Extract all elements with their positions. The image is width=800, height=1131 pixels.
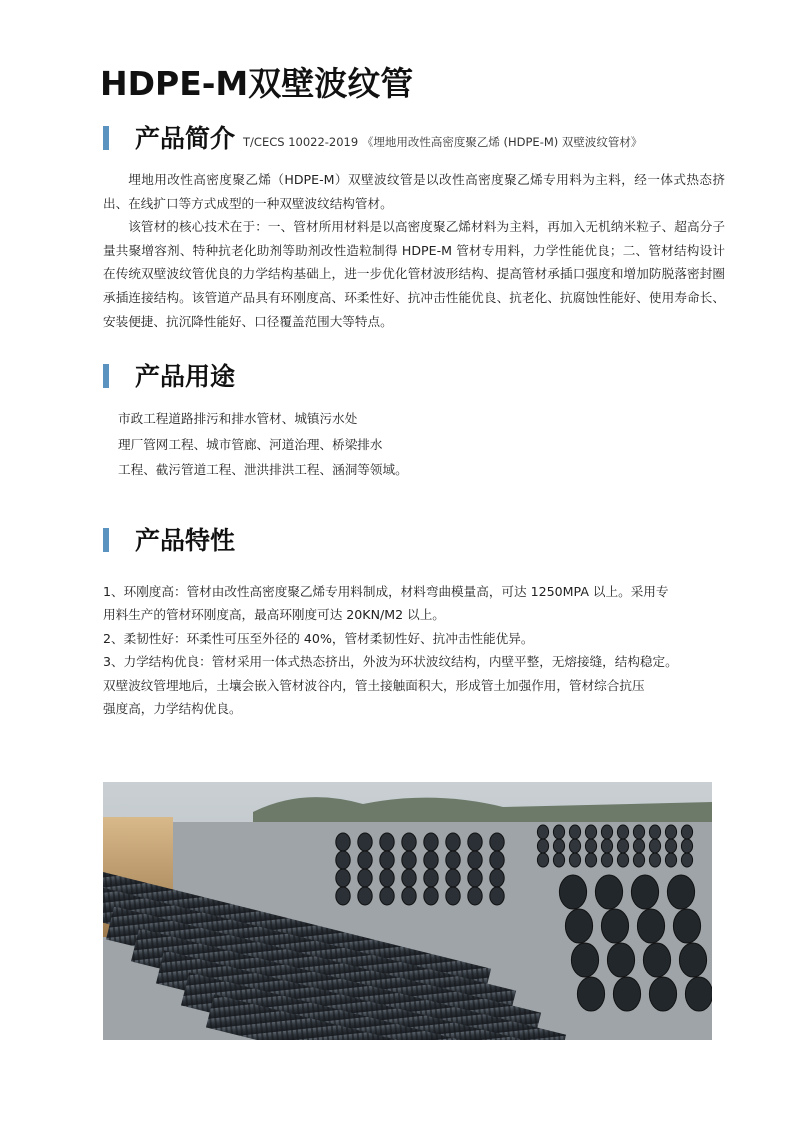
pipe-end [424,833,438,851]
pipe-end [613,977,640,1011]
pipe-end [569,853,580,867]
pipe-end [649,853,660,867]
pipe-end [633,853,644,867]
pipe-end [577,977,604,1011]
pipe-end [402,887,416,905]
pipe-end [559,875,586,909]
pipe-end [537,853,548,867]
pipe-end [424,887,438,905]
pipe-end [685,977,712,1011]
intro-text [103,168,725,333]
pipe-end [649,839,660,853]
feature-line: 双壁波纹管埋地后，土壤会嵌入管材波谷内，管土接触面积大，形成管土加强作用，管材综合抗压 [103,677,645,693]
page-title: HDPE-M双壁波纹管 [100,64,414,103]
pipe-end [402,869,416,887]
pipe-yard-photo [103,782,712,1040]
pipe-end [336,887,350,905]
pipe-end [665,839,676,853]
pipe-end [679,943,706,977]
section-heading: 产品用途 [135,362,236,391]
pipe-end [643,943,670,977]
feature-line: 1、环刚度高：管材由改性高密度聚乙烯专用料制成，材料弯曲模量高，可达 1250MPA 以上。采用专 [103,584,669,599]
pipe-end [601,853,612,867]
paragraph: 该管材的核心技术在于：一、管材所用材料是以高密度聚乙烯材料为主料，再加入无机纳米粒子、超高分子量共聚增容剂、特种抗老化助剂等助剂改性造粒制得 HDPE-M 管材专用料，力学性能优良；二、管材结构设计在传统双壁波纹管优良的力学结构基础上，进一步优化管材波形结构、提高管材承插口强度和增加防脱落密封圈承插连接结构。该管道产品具有环刚度高、环柔性好、抗冲击性能优良、抗老化、抗腐蚀性能好、使用寿命长、安装便捷、抗沉降性能好、口径覆盖范围大等特点。 [103,219,725,329]
pipe-end [617,853,628,867]
pipe-end [649,825,660,839]
pipe-end [336,851,350,869]
pipe-end [637,909,664,943]
pipe-end [380,869,394,887]
pipe-end [380,887,394,905]
pipe-end [633,825,644,839]
pipe-end [402,833,416,851]
pipe-end [585,825,596,839]
pipe-end [446,851,460,869]
pipe-end [681,853,692,867]
pipe-end [617,825,628,839]
pipe-end [446,887,460,905]
section-heading: 产品特性 [135,526,236,555]
feature-line: 3、力学结构优良：管材采用一体式热态挤出，外波为环状波纹结构，内壁平整，无熔接缝，结构稳定。 [103,654,678,670]
pipe-end [681,825,692,839]
pipe-end [468,851,482,869]
pipe-end [601,825,612,839]
pipe-end [537,839,548,853]
standard-reference: T/CECS 10022-2019 《埋地用改性高密度聚乙烯 (HDPE-M) 双壁波纹管材》 [243,135,643,149]
pipe-end [673,909,700,943]
pipe-end [565,909,592,943]
pipe-end [424,851,438,869]
pipe-end [358,887,372,905]
pipe-end [468,869,482,887]
pipe-end [402,851,416,869]
pipe-end [358,869,372,887]
pipe-end [665,853,676,867]
uses-list [118,406,408,483]
pipe-end [380,833,394,851]
pipe-end [553,825,564,839]
section-header-uses [103,360,235,394]
pipe-end [490,869,504,887]
pipe-end [553,839,564,853]
pipe-end [336,869,350,887]
pipe-end [490,833,504,851]
feature-line: 强度高，力学结构优良。 [103,701,242,717]
pipe-end [358,851,372,869]
pipe-end [424,869,438,887]
pipe-end [633,839,644,853]
pipe-end [537,825,548,839]
pipe-end [468,887,482,905]
section-accent-bar [103,126,109,150]
pipe-end [681,839,692,853]
pipe-end [571,943,598,977]
uses-line: 市政工程道路排污和排水管材、城镇污水处 [118,411,358,426]
pipe-end [446,833,460,851]
pipe-end [490,851,504,869]
section-accent-bar [103,364,109,388]
feature-line: 2、柔韧性好：环柔性可压至外径的 40%，管材柔韧性好、抗冲击性能优异。 [103,630,534,646]
pipe-end [380,851,394,869]
pipe-end [617,839,628,853]
pipe-end [569,825,580,839]
pipe-end [631,875,658,909]
pipe-end [358,833,372,851]
pipe-end [601,909,628,943]
pipe-end [468,833,482,851]
pipe-end [553,853,564,867]
section-heading: 产品简介 [135,124,236,153]
pipe-end [569,839,580,853]
section-header-features [103,524,235,558]
section-accent-bar [103,528,109,552]
feature-line: 用料生产的管材环刚度高，最高环刚度可达 20KN/M2 以上。 [103,607,445,623]
pipe-end [665,825,676,839]
pipe-end [595,875,622,909]
uses-line: 工程、截污管道工程、泄洪排洪工程、涵洞等领域。 [118,462,408,477]
section-header-intro [103,122,642,156]
pipe-end [607,943,634,977]
pipe-end [490,887,504,905]
pipe-end [585,839,596,853]
pipe-end [336,833,350,851]
paragraph: 埋地用改性高密度聚乙烯（HDPE-M）双壁波纹管是以改性高密度聚乙烯专用料为主料，经一体式热态挤出、在线扩口等方式成型的一种双壁波纹结构管材。 [103,172,725,211]
pipe-end [601,839,612,853]
features-list [103,580,723,720]
pipe-end [446,869,460,887]
pipe-end [585,853,596,867]
uses-line: 理厂管网工程、城市管廊、河道治理、桥梁排水 [118,436,383,452]
pipe-end [649,977,676,1011]
pipe-end [667,875,694,909]
